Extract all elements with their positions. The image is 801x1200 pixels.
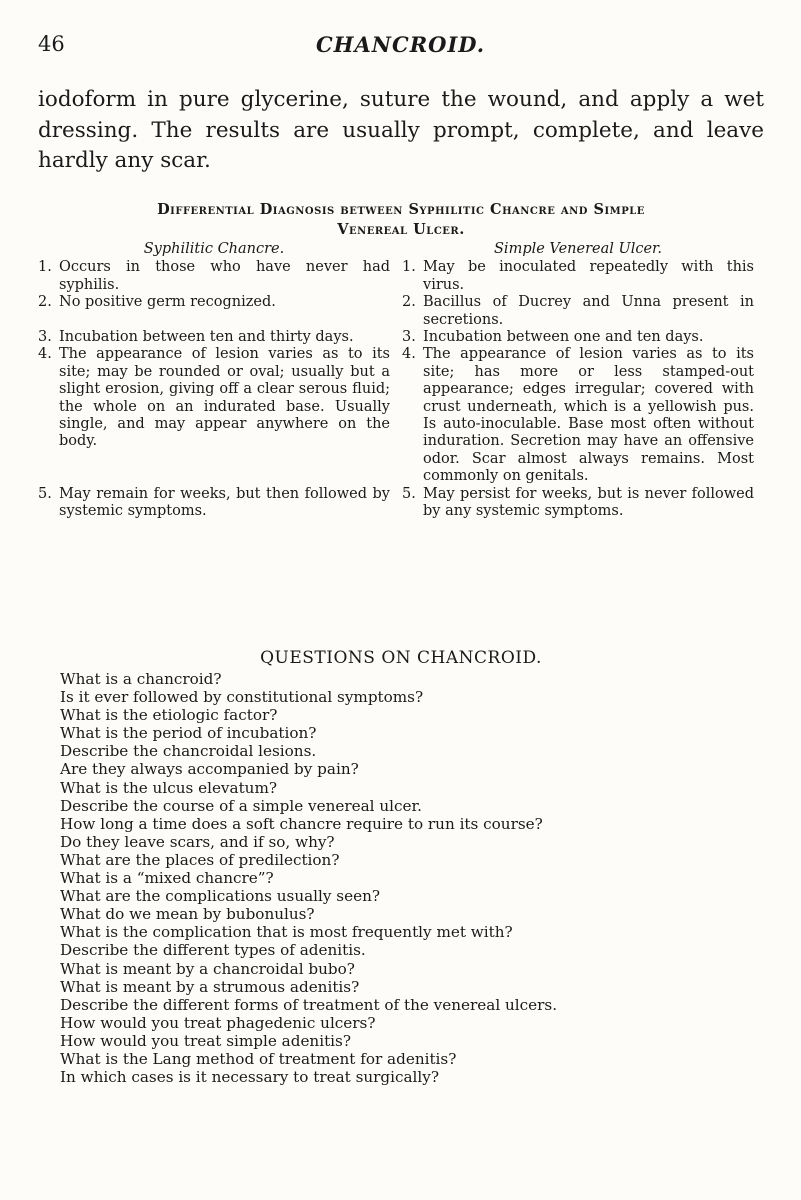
question-item: What is the period of incubation? [60,724,317,743]
right-item [402,329,754,346]
question-item: Describe the chancroidal lesions. [60,742,317,761]
question-item: What is the Lang method of treatment for adenitis? [60,1049,457,1068]
syphilitic-chancre-column [38,241,390,521]
right-item [402,486,754,521]
item-text: May be inoculated repeatedly with this virus. [423,259,754,293]
left-item [38,329,390,346]
questions-list [60,670,780,1086]
item-text: Incubation between one and ten days. [423,329,704,346]
item-number: 2. [38,294,52,311]
question-item: Are they always accompanied by pain? [60,760,359,779]
item-text: No positive germ recognized. [59,294,276,311]
question-item: Is it ever followed by constitutional symptoms? [60,688,424,707]
diagnosis-title-line2: Venereal Ulcer. [337,221,465,238]
question-item: Describe the course of a simple venereal ulcer. [60,796,422,815]
item-number: 5. [38,485,52,502]
item-text: May persist for weeks, but is never followed by any systemic symptoms. [423,485,754,520]
question-item: What do we mean by bubonulus? [60,905,315,924]
item-number: 1. [402,259,416,276]
left-item [38,346,390,450]
item-number: 3. [38,329,52,346]
question-item: How long a time does a soft chancre require to run its course? [60,814,543,833]
intro-text: iodoform in pure glycerine, suture the wound, and apply a wet dressing. The results are usually prompt, complete, and leave hardly any scar. [38,87,764,173]
question-item: Describe the different types of adenitis. [60,941,366,960]
question-item: How would you treat phagedenic ulcers? [60,1013,376,1032]
page-header [0,32,801,62]
item-text: The appearance of lesion varies as to its site; may be rounded or oval; usually but a slight erosion, giving off a clear serous fluid; the whole on an indurated base. Usually single, and may appear anywhere on the body. [59,346,390,450]
page-number: 46 [38,32,65,56]
item-number: 3. [402,329,416,346]
item-text: Incubation between ten and thirty days. [59,329,354,346]
questions-title: QUESTIONS ON CHANCROID. [260,648,542,668]
question-item: What are the complications usually seen? [60,887,380,906]
left-column-heading: Syphilitic Chancre. [143,241,285,257]
item-text: May remain for weeks, but then followed by systemic symptoms. [59,485,390,520]
item-number: 4. [402,346,416,363]
question-item: Describe the different forms of treatment of the venereal ulcers. [60,995,558,1014]
simple-venereal-ulcer-column [402,241,754,521]
question-item: Do they leave scars, and if so, why? [60,832,335,851]
question-item: What is the complication that is most frequently met with? [60,923,513,942]
question-item: What is the etiologic factor? [60,706,278,725]
item-number: 4. [38,346,52,363]
question-item: What is a “mixed chancre”? [60,869,274,888]
item-number: 1. [38,259,52,276]
right-item [402,346,754,485]
left-item [38,486,390,521]
left-item [38,294,390,311]
item-number: 5. [402,485,416,502]
question-item: In which cases is it necessary to treat surgically? [60,1068,439,1087]
item-text: The appearance of lesion varies as to its site; has more or less stamped-out appearance; edges irregular; covered with crust underneath, which is a yellowish pus. Is auto-inoculable. Base most often without induration. Secretion may have an offensive odor. Scar almost always remains. Most commonly on genitals. [423,346,754,485]
question-item: What is meant by a chancroidal bubo? [60,959,355,978]
right-item [402,294,754,329]
question-item: What is the ulcus elevatum? [60,778,278,797]
item-text: Bacillus of Ducrey and Unna present in secretions. [423,294,754,328]
item-number: 2. [402,294,416,311]
item-text: Occurs in those who have never had syphilis. [59,259,390,293]
right-column-heading: Simple Venereal Ulcer. [494,241,662,257]
left-item [38,259,390,294]
intro-paragraph [38,85,764,177]
diagnosis-title-line1: Differential Diagnosis between Syphilitic Chancre and Simple [157,201,645,218]
right-item [402,259,754,294]
running-title: CHANCROID. [315,32,486,57]
question-item: What is a chancroid? [60,670,222,688]
question-item: How would you treat simple adenitis? [60,1031,351,1050]
question-item: What is meant by a strumous adenitis? [60,977,360,996]
diagnosis-title [38,200,764,240]
question-item: What are the places of predilection? [60,850,340,869]
